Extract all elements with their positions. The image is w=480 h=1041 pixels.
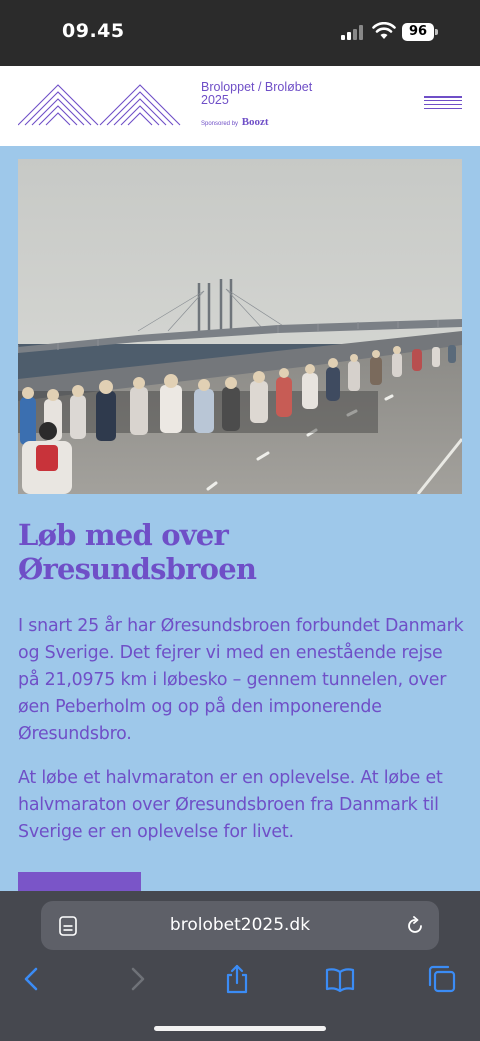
menu-line xyxy=(424,100,462,102)
hamburger-menu-icon[interactable] xyxy=(424,96,464,114)
browser-toolbar xyxy=(0,891,480,1041)
brand-title xyxy=(201,81,312,107)
page-settings-icon[interactable] xyxy=(59,916,77,936)
bookmarks-icon[interactable] xyxy=(325,964,355,994)
status-bar xyxy=(0,0,480,66)
status-time: 09.45 xyxy=(62,20,125,42)
second-paragraph: At løbe et halvmaraton er en oplevelse. At løbe et halvmaraton over Øresundsbroen fra Danmark til Sverige er en oplevelse for livet. xyxy=(18,768,443,842)
sponsor-label: Sponsored by xyxy=(201,121,239,127)
tabs-icon[interactable] xyxy=(427,964,457,994)
wifi-icon xyxy=(372,22,396,40)
url-text: brolobet2025.dk xyxy=(169,915,311,935)
battery-tip xyxy=(435,29,438,35)
menu-line xyxy=(424,104,462,106)
menu-line xyxy=(424,108,462,110)
forward-icon[interactable] xyxy=(122,964,152,994)
hero-photo xyxy=(18,159,462,494)
sponsor-credit xyxy=(201,116,269,128)
brand-title-line1: Broloppet / Broløbet xyxy=(201,80,313,94)
cellular-signal-icon xyxy=(340,24,366,40)
article-title-line1: Løb med over xyxy=(18,518,228,552)
reload-icon[interactable] xyxy=(405,916,425,936)
back-icon[interactable] xyxy=(17,964,47,994)
site-header xyxy=(0,66,480,146)
sponsor-name: Boozt xyxy=(241,116,269,128)
brand-title-line2: 2025 xyxy=(201,93,229,107)
menu-line xyxy=(424,96,462,98)
battery-level: 96 xyxy=(402,23,434,41)
intro-paragraph: I snart 25 år har Øresundsbroen forbundet Danmark og Sverige. Det fejrer vi med en enestående rejse på 21,0975 km i løbesko – gennem tunnelen, over øen Peberholm og op på den imponerende Øresundsbro. xyxy=(18,616,464,744)
address-bar[interactable] xyxy=(41,901,439,950)
bridge-logo-icon[interactable] xyxy=(18,83,183,127)
battery-indicator xyxy=(402,23,438,41)
article-title-line2: Øresundsbroen xyxy=(18,552,257,586)
share-icon[interactable] xyxy=(222,964,252,994)
article-title xyxy=(18,518,458,586)
home-indicator xyxy=(154,1026,326,1031)
